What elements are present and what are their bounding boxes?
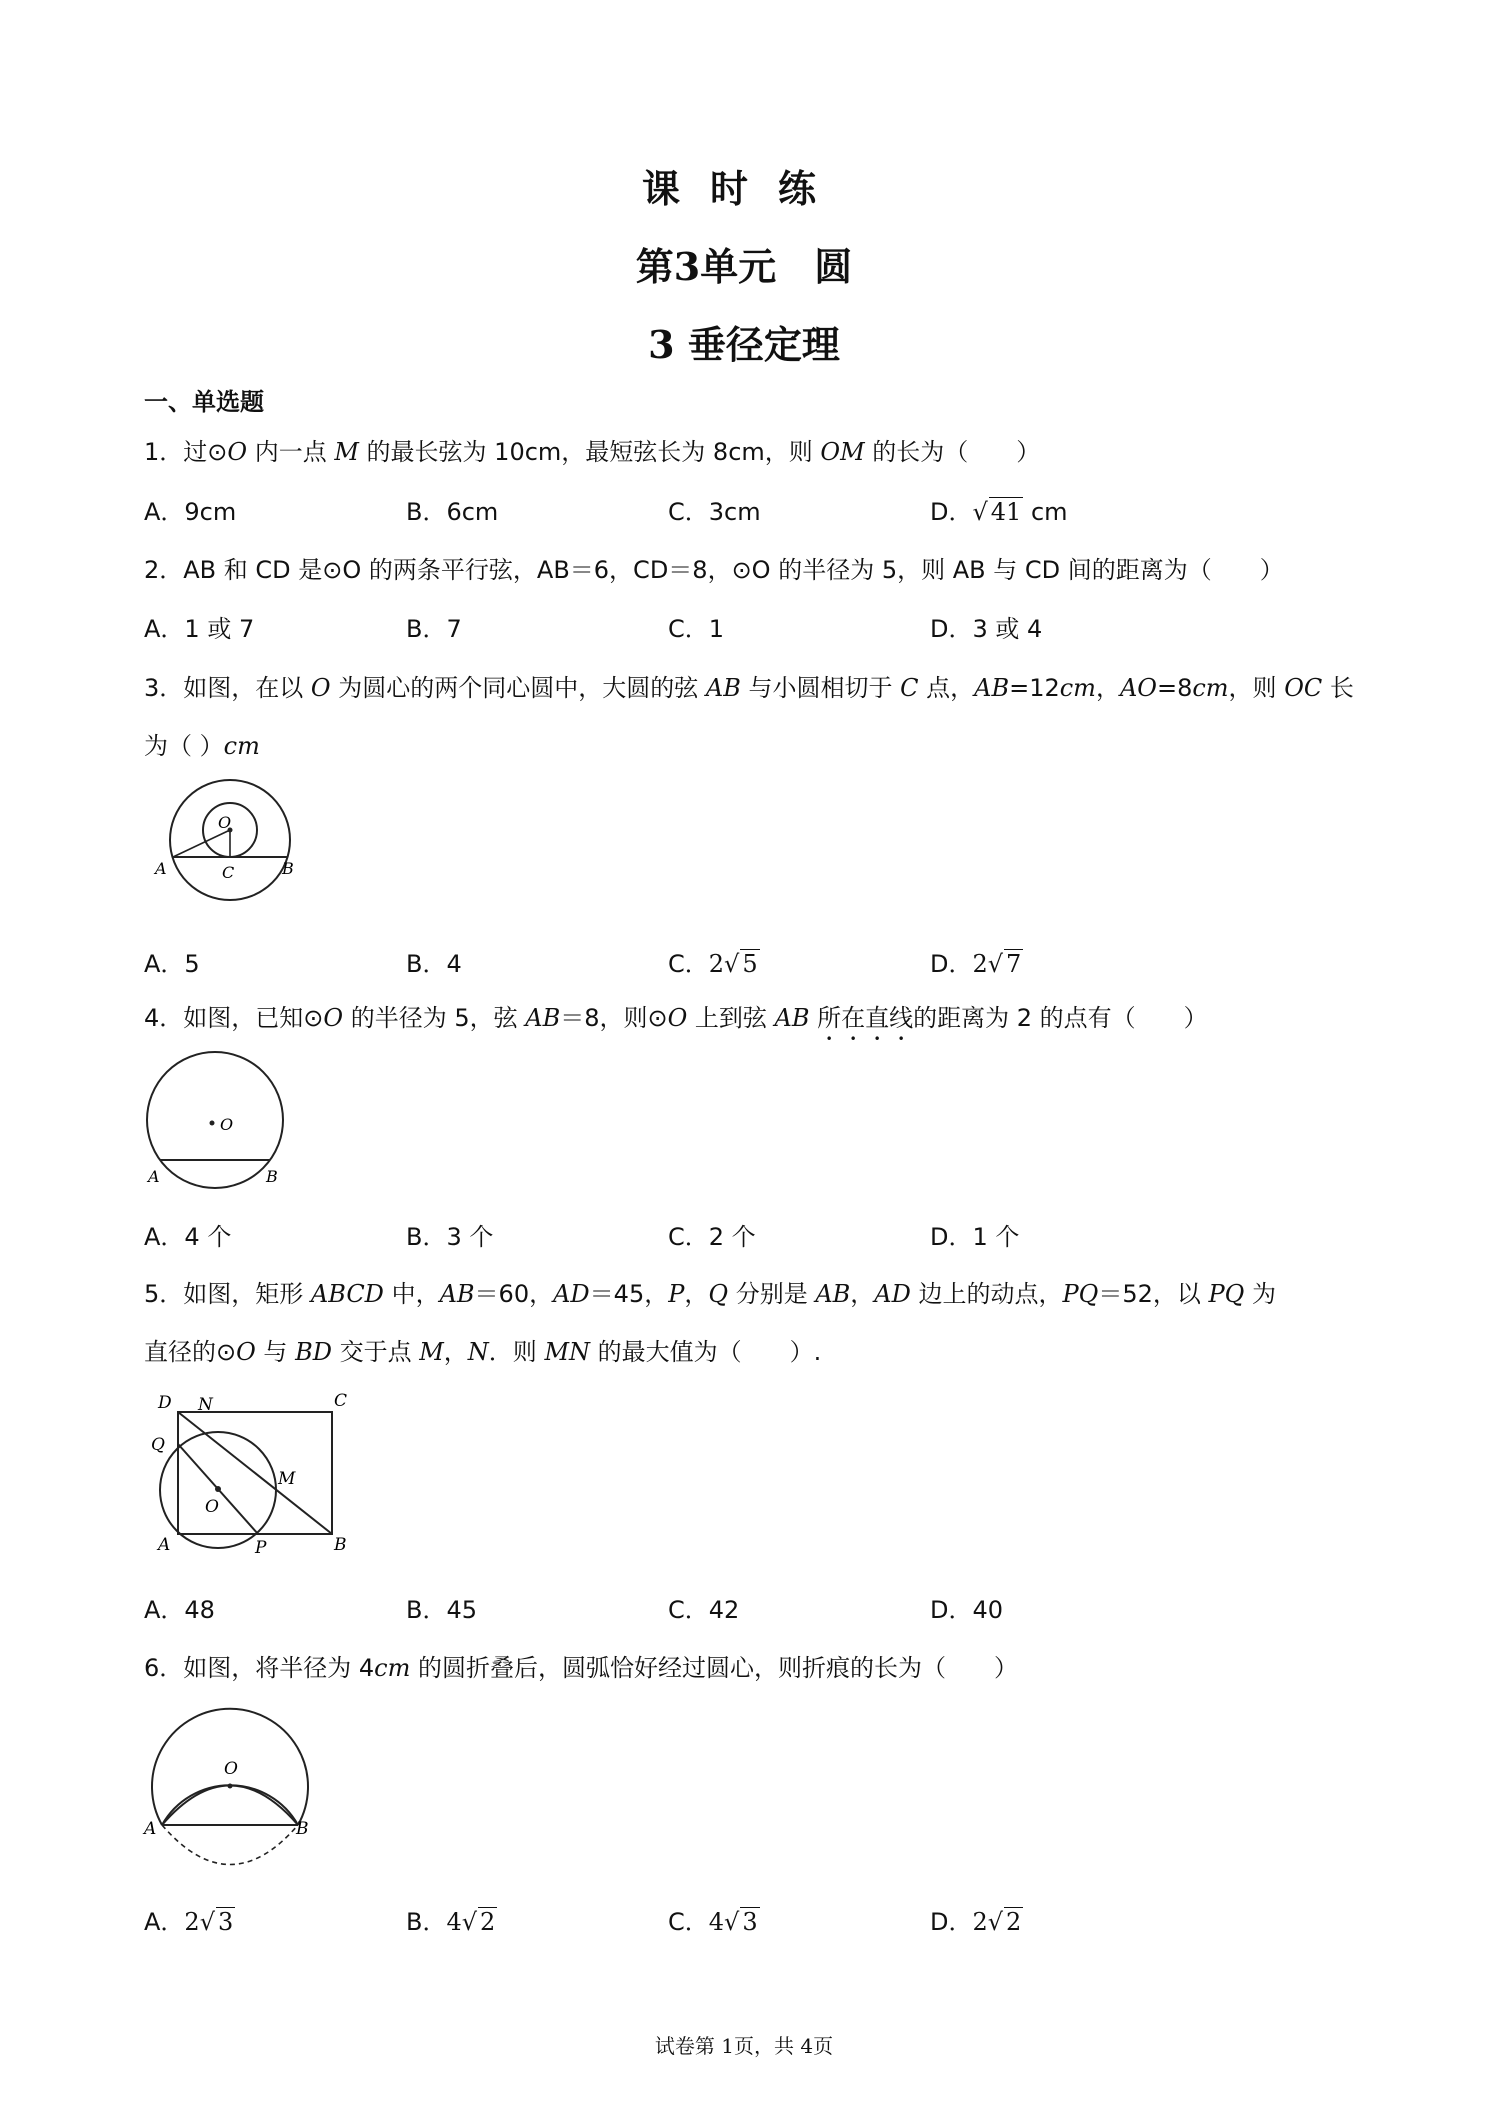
q3-option-c[interactable]: C．2√ 5 xyxy=(668,950,758,978)
q5-label-n: N xyxy=(198,1395,213,1415)
q5-label-o: O xyxy=(205,1497,219,1517)
q6-option-b[interactable]: B．4√ 2 xyxy=(406,1908,496,1936)
q4-option-b[interactable]: B．3 个 xyxy=(406,1223,494,1251)
q5-label-q: Q xyxy=(151,1435,165,1455)
q1-option-b[interactable]: B．6cm xyxy=(406,498,499,526)
question-5-line-2: 直径的⊙O 与 BD 交于点 M，N．则 MN 的最大值为（ ）. xyxy=(144,1338,822,1366)
q3-label-a: A xyxy=(155,859,167,878)
q5-option-b[interactable]: B．45 xyxy=(406,1596,478,1624)
q3-label-o: O xyxy=(218,813,232,832)
question-2: 2．AB 和 CD 是⊙O 的两条平行弦，AB＝6，CD＝8，⊙O 的半径为 5，则 AB 与 CD 间的距离为（ ） xyxy=(144,556,1284,584)
q6-option-c[interactable]: C．4√ 3 xyxy=(668,1908,758,1936)
q5-figure xyxy=(148,1390,358,1560)
q4-label-b: B xyxy=(266,1167,278,1186)
q4-label-o: O xyxy=(220,1115,234,1134)
q3-option-b[interactable]: B．4 xyxy=(406,950,462,978)
unit-title: 第3单元 圆 xyxy=(635,244,853,289)
question-1: 1．过⊙O 内一点 M 的最长弦为 10cm，最短弦长为 8cm，则 OM 的长为（ ） xyxy=(144,438,1041,466)
q2-option-a[interactable]: A．1 或 7 xyxy=(144,615,255,643)
q5-label-a: A xyxy=(158,1535,171,1555)
q1-option-d[interactable]: D．√ 41 cm xyxy=(930,498,1068,526)
q6-option-a[interactable]: A．2√ 3 xyxy=(144,1908,234,1936)
q6-label-b: B xyxy=(296,1819,309,1839)
q3-figure xyxy=(150,778,310,908)
q2-option-b[interactable]: B．7 xyxy=(406,615,462,643)
q6-option-d[interactable]: D．2√ 2 xyxy=(930,1908,1022,1936)
q4-label-a: A xyxy=(148,1167,160,1186)
q5-label-c: C xyxy=(334,1391,348,1411)
q6-label-o: O xyxy=(224,1759,238,1779)
section-heading: 一、单选题 xyxy=(144,388,264,416)
q1-option-c[interactable]: C．3cm xyxy=(668,498,761,526)
question-5-line-1: 5．如图，矩形 ABCD 中，AB＝60，AD＝45，P，Q 分别是 AB，AD 边上的动点，PQ＝52，以 PQ 为 xyxy=(144,1280,1276,1308)
q4-figure xyxy=(140,1050,300,1198)
lesson-title: 3 垂径定理 xyxy=(648,322,840,367)
q4-option-a[interactable]: A．4 个 xyxy=(144,1223,232,1251)
q5-option-c[interactable]: C．42 xyxy=(668,1596,740,1624)
q2-option-c[interactable]: C．1 xyxy=(668,615,725,643)
page-footer: 试卷第 1页，共 4页 xyxy=(654,2034,834,2058)
q4-option-c[interactable]: C．2 个 xyxy=(668,1223,756,1251)
q1-option-a[interactable]: A．9cm xyxy=(144,498,237,526)
page-title: 课时练 xyxy=(641,166,846,211)
q3-label-c: C xyxy=(222,863,235,882)
q4-option-d[interactable]: D．1 个 xyxy=(930,1223,1020,1251)
q5-label-m: M xyxy=(278,1469,296,1489)
question-6: 6．如图，将半径为 4cm 的圆折叠后，圆弧恰好经过圆心，则折痕的长为（ ） xyxy=(144,1654,1019,1682)
q3-label-b: B xyxy=(282,859,294,878)
q5-label-d: D xyxy=(158,1393,172,1413)
q5-label-b: B xyxy=(334,1535,347,1555)
question-4: 4．如图，已知⊙O 的半径为 5，弦 AB＝8，则⊙O 上到弦 AB 所在直线的距离为 2 的点有（ ） xyxy=(144,1004,1208,1032)
q5-option-a[interactable]: A．48 xyxy=(144,1596,215,1624)
q2-option-d[interactable]: D．3 或 4 xyxy=(930,615,1043,643)
q3-option-d[interactable]: D．2√ 7 xyxy=(930,950,1022,978)
q5-label-p: P xyxy=(255,1538,267,1558)
question-3-line-2: 为（ ）cm xyxy=(144,732,260,760)
q5-option-d[interactable]: D．40 xyxy=(930,1596,1004,1624)
question-3-line-1: 3．如图，在以 O 为圆心的两个同心圆中，大圆的弦 AB 与小圆相切于 C 点，AB=12cm，AO=8cm，则 OC 长 xyxy=(144,674,1354,702)
q6-figure xyxy=(140,1700,320,1870)
q6-label-a: A xyxy=(144,1819,157,1839)
q3-option-a[interactable]: A．5 xyxy=(144,950,200,978)
